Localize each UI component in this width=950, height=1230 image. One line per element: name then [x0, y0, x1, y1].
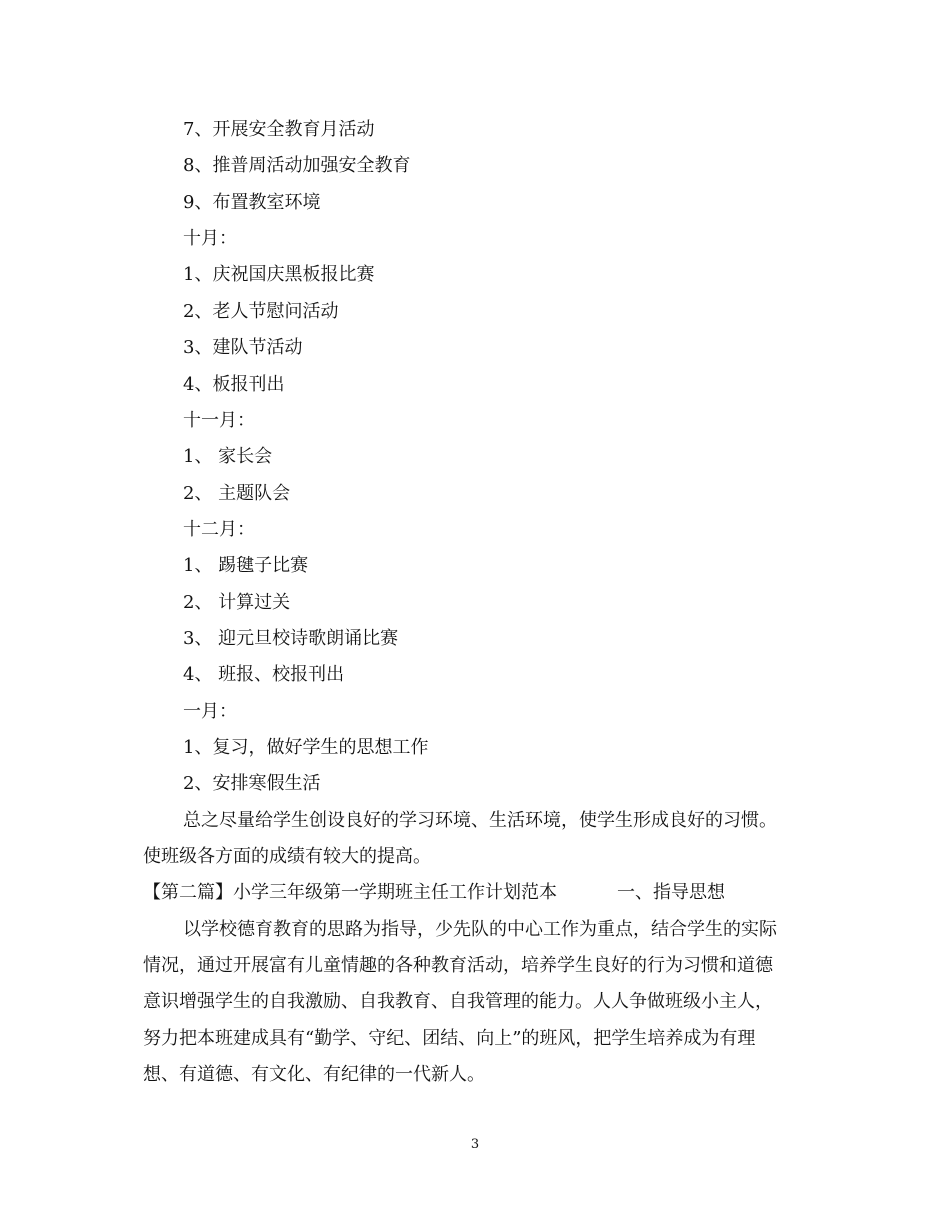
list-item: 9、布置教室环境: [183, 192, 321, 213]
paragraph-line: 想、有道德、有文化、有纪律的一代新人。: [143, 1064, 485, 1085]
list-item: 1、 踢毽子比赛: [183, 555, 309, 576]
paragraph-line: 努力把本班建成具有“勤学、守纪、团结、向上”的班风，把学生培养成为有理: [143, 1028, 756, 1049]
month-heading: 十月：: [183, 228, 237, 249]
month-heading: 一月：: [183, 701, 237, 722]
summary-line: 总之尽量给学生创设良好的学习环境、生活环境，使学生形成良好的习惯。: [183, 810, 777, 831]
list-item: 1、复习，做好学生的思想工作: [183, 737, 429, 758]
list-item: 2、老人节慰问活动: [183, 301, 339, 322]
list-item: 4、 班报、校报刊出: [183, 664, 345, 685]
list-item: 2、安排寒假生活: [183, 773, 321, 794]
paragraph-line: 情况，通过开展富有儿童情趣的各种教育活动，培养学生良好的行为习惯和道德: [143, 955, 773, 976]
list-item: 7、开展安全教育月活动: [183, 119, 375, 140]
list-item: 3、 迎元旦校诗歌朗诵比赛: [183, 628, 399, 649]
paragraph-line: 意识增强学生的自我激励、自我教育、自我管理的能力。人人争做班级小主人，: [143, 991, 773, 1012]
list-item: 1、 家长会: [183, 446, 273, 467]
section-title: 【第二篇】小学三年级第一学期班主任工作计划范本: [143, 882, 557, 903]
list-item: 3、建队节活动: [183, 337, 303, 358]
list-item: 4、板报刊出: [183, 374, 285, 395]
list-item: 2、 主题队会: [183, 483, 291, 504]
section-heading: [143, 882, 725, 904]
summary-line: 使班级各方面的成绩有较大的提高。: [143, 846, 431, 867]
month-heading: 十二月：: [183, 519, 255, 540]
month-heading: 十一月：: [183, 410, 255, 431]
list-item: 8、推普周活动加强安全教育: [183, 155, 411, 176]
list-item: 1、庆祝国庆黑板报比赛: [183, 264, 375, 285]
section-subtitle: 一、指导思想: [617, 882, 725, 903]
list-item: 2、 计算过关: [183, 592, 291, 613]
paragraph-line: 以学校德育教育的思路为指导，少先队的中心工作为重点，结合学生的实际: [183, 919, 777, 940]
page-number: 3: [470, 1137, 480, 1152]
